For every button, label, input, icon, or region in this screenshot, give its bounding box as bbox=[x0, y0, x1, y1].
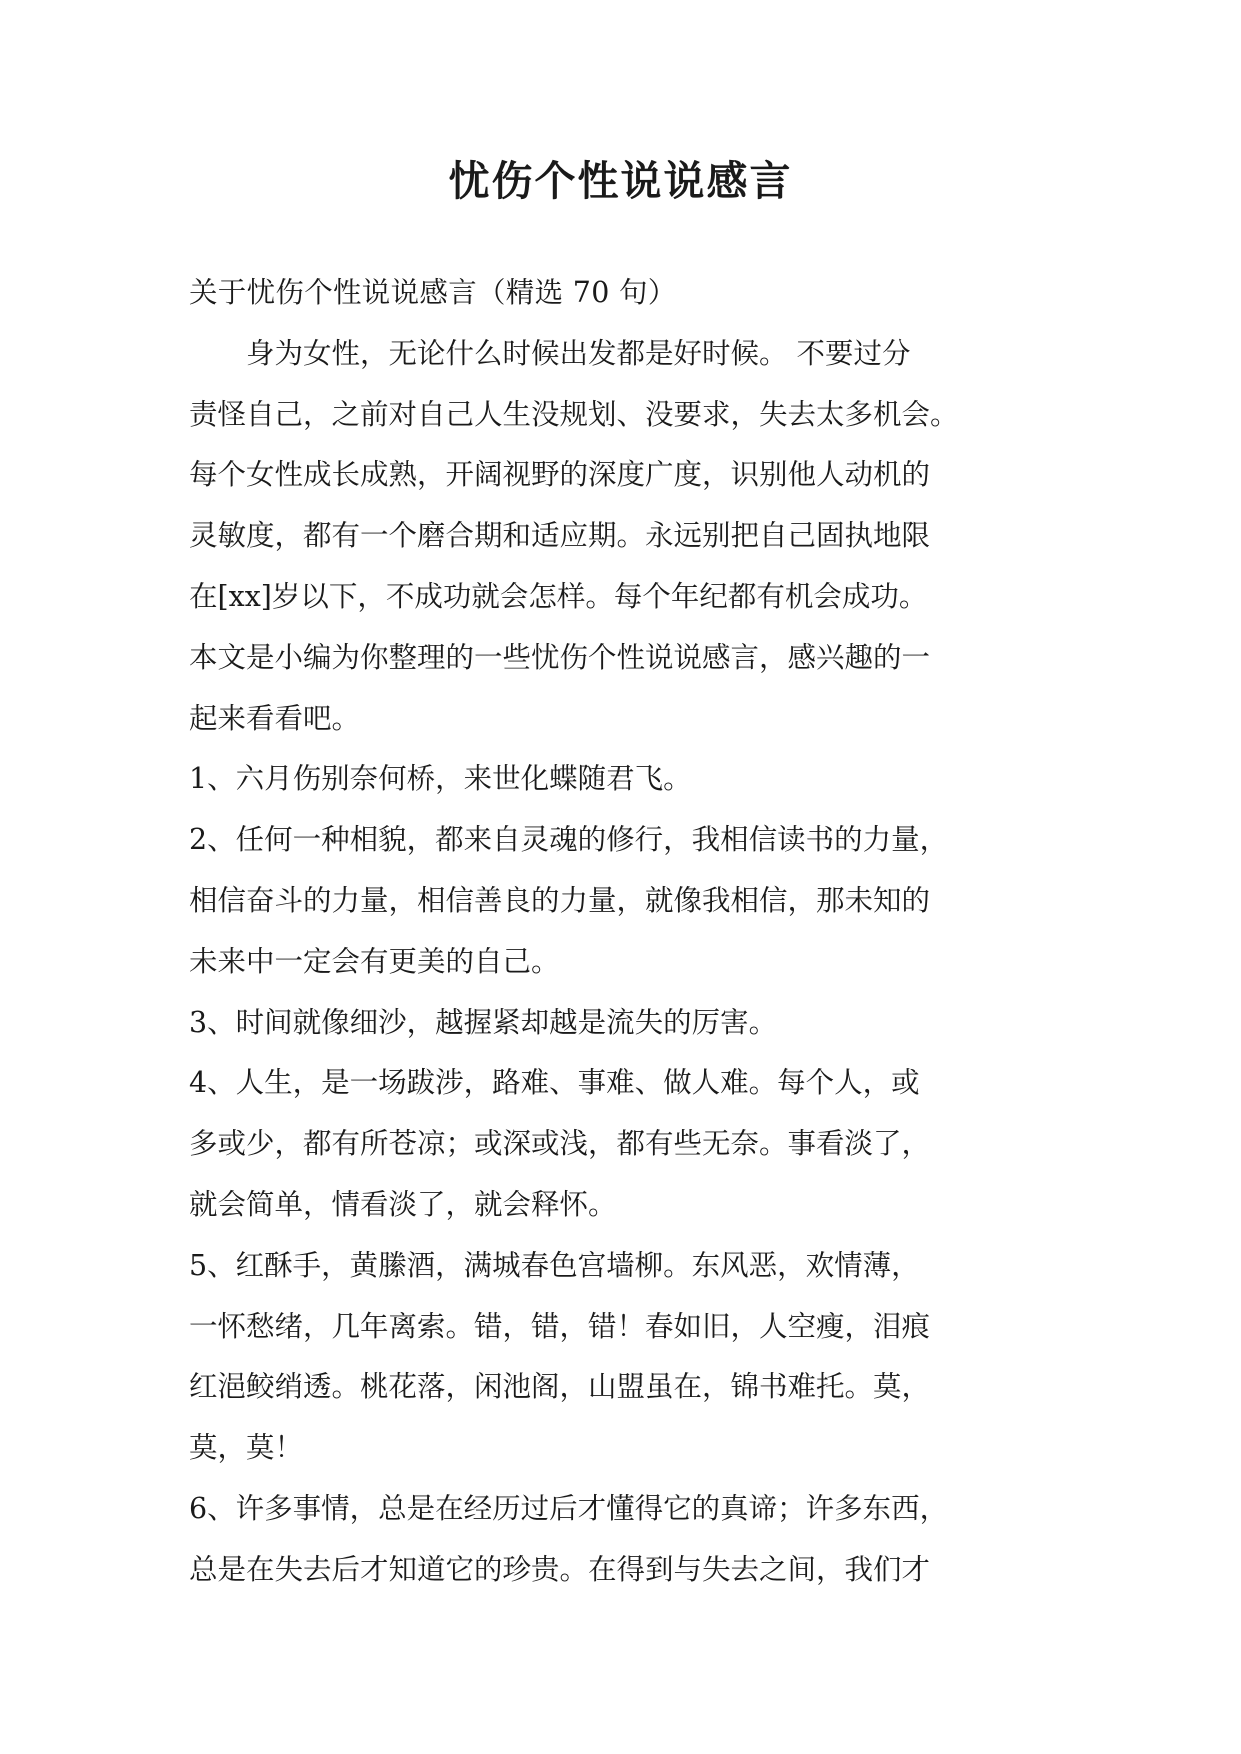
quote-line: 未来中一定会有更美的自己。 bbox=[189, 944, 560, 978]
quote-line: 总是在失去后才知道它的珍贵。在得到与失去之间，我们才 bbox=[189, 1552, 931, 1586]
quote-line: 4、人生，是一场跋涉，路难、事难、做人难。每个人，或 bbox=[189, 1066, 920, 1100]
document-title: 忧伤个性说说感言 bbox=[448, 157, 793, 205]
quote-line: 红浥鲛绡透。桃花落，闲池阁，山盟虽在，锦书难托。莫， bbox=[189, 1370, 931, 1404]
quote-line: 多或少，都有所苍凉；或深或浅，都有些无奈。事看淡了， bbox=[189, 1127, 931, 1161]
quote-line: 5、红酥手，黄縢酒，满城春色宫墙柳。东风恶，欢情薄， bbox=[189, 1248, 920, 1282]
quote-line: 相信奋斗的力量，相信善良的力量，就像我相信，那未知的 bbox=[189, 883, 931, 917]
quote-line: 2、任何一种相貌，都来自灵魂的修行，我相信读书的力量， bbox=[189, 823, 949, 857]
paragraph-line: 灵敏度，都有一个磨合期和适应期。永远别把自己固执地限 bbox=[189, 519, 931, 553]
quote-line: 6、许多事情，总是在经历过后才懂得它的真谛；许多东西， bbox=[189, 1491, 949, 1525]
quote-line: 一怀愁绪，几年离索。错，错，错！春如旧，人空瘦，泪痕 bbox=[189, 1309, 931, 1343]
quote-line: 莫，莫！ bbox=[189, 1431, 304, 1465]
paragraph-line: 起来看看吧。 bbox=[189, 701, 361, 735]
intro-heading-line: 关于忧伤个性说说感言（精选 70 句） bbox=[189, 276, 677, 309]
quote-line: 3、时间就像细沙，越握紧却越是流失的厉害。 bbox=[189, 1005, 778, 1039]
paragraph-line: 身为女性，无论什么时候出发都是好时候。 不要过分 bbox=[189, 336, 911, 370]
quote-line: 1、六月伤别奈何桥，来世化蝶随君飞。 bbox=[189, 762, 692, 796]
paragraph-line: 责怪自己，之前对自己人生没规划、没要求，失去太多机会。 bbox=[189, 397, 959, 431]
document-body bbox=[189, 263, 1069, 1601]
paragraph-line: 在[xx]岁以下，不成功就会怎样。每个年纪都有机会成功。 bbox=[189, 579, 928, 613]
paragraph-line: 本文是小编为你整理的一些忧伤个性说说感言，感兴趣的一 bbox=[189, 640, 931, 674]
paragraph-line: 每个女性成长成熟，开阔视野的深度广度，识别他人动机的 bbox=[189, 458, 931, 492]
quote-line: 就会简单，情看淡了，就会释怀。 bbox=[189, 1187, 617, 1221]
